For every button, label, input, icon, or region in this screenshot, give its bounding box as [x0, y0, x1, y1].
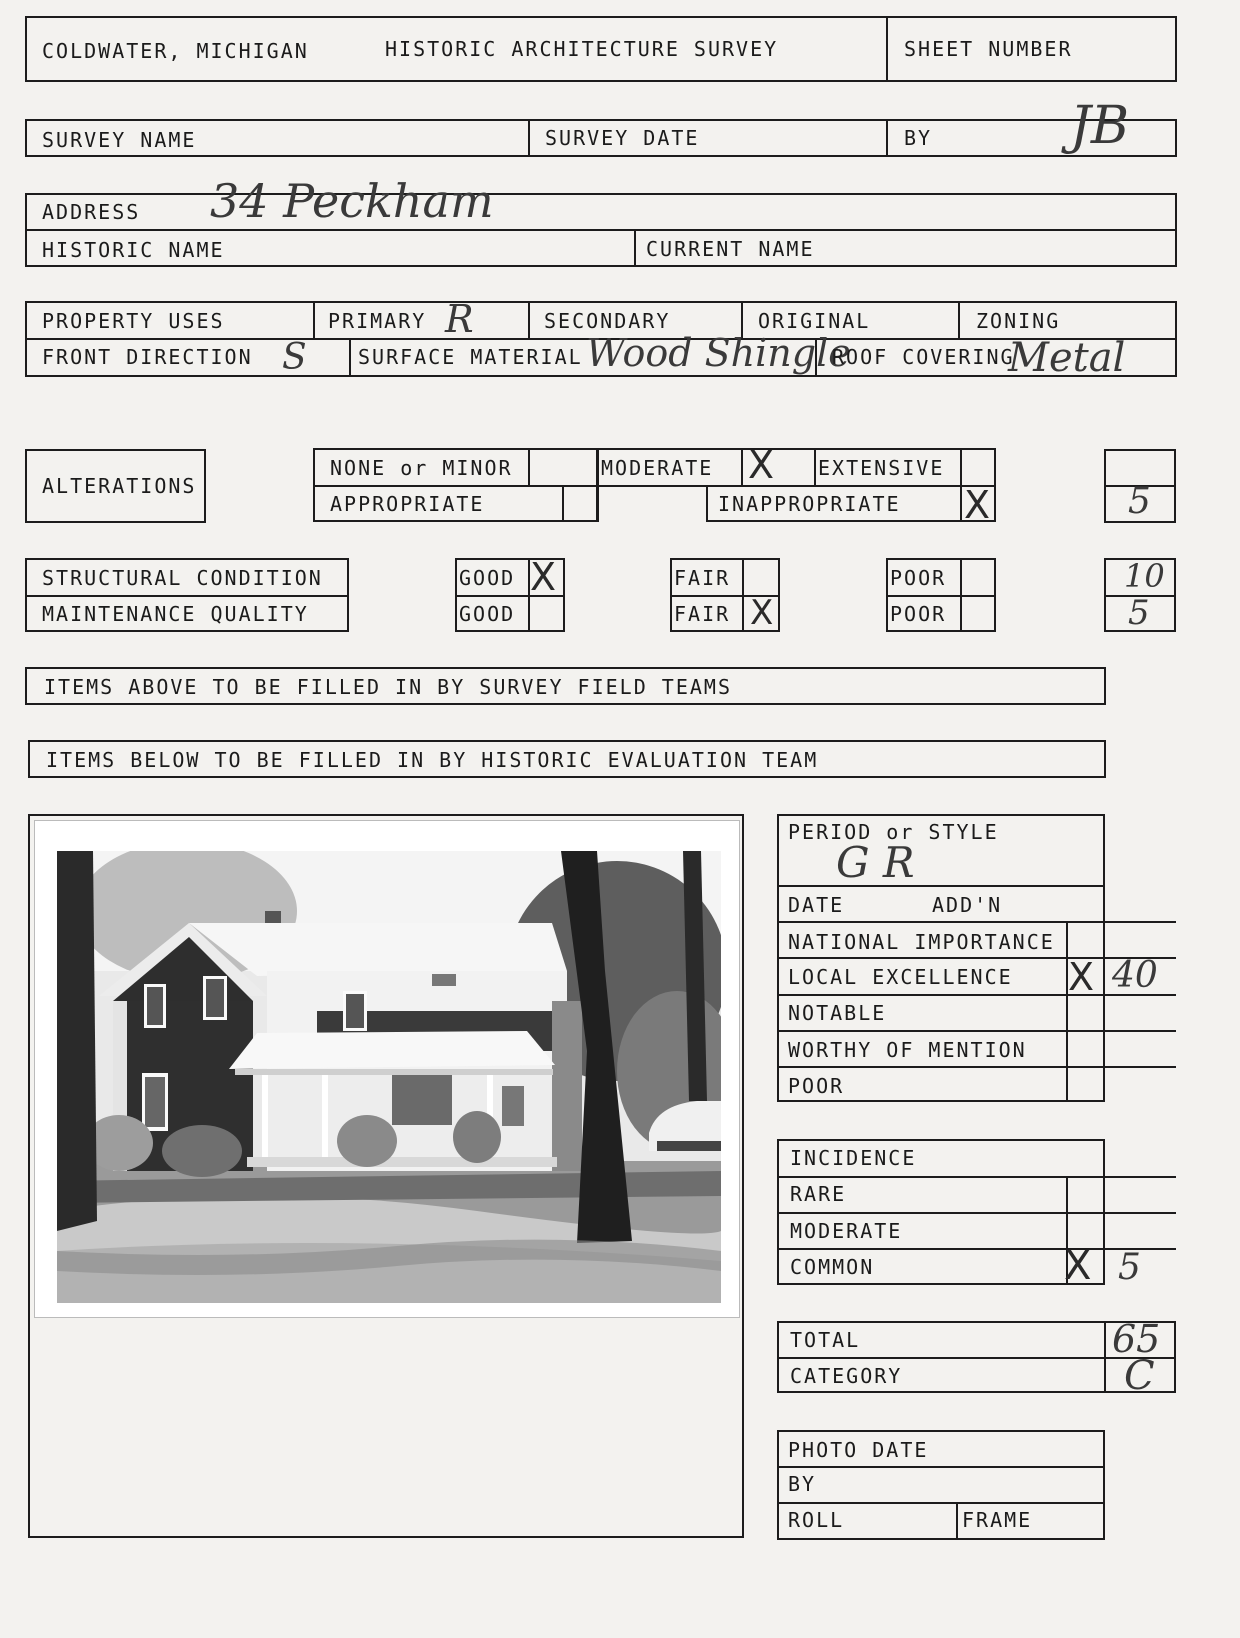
common-check-mark: X	[1064, 1243, 1092, 1289]
national-importance-label: NATIONAL IMPORTANCE	[788, 930, 1055, 954]
property-uses-label: PROPERTY USES	[42, 309, 225, 333]
alterations-score: 5	[1128, 481, 1151, 522]
surface-material-label: SURFACE MATERIAL	[358, 345, 583, 369]
primary-label: PRIMARY	[328, 309, 427, 333]
total-value-col	[1104, 1321, 1106, 1393]
eval-line-1	[777, 885, 1105, 887]
survey-divider-2	[886, 119, 888, 157]
survey-name-label: SURVEY NAME	[42, 128, 197, 152]
alterations-ext-divider	[814, 448, 816, 485]
category-value: C	[1124, 1353, 1155, 1399]
incidence-line-2	[777, 1212, 1176, 1214]
eval-check-col	[1066, 921, 1068, 1102]
worthy-of-mention-label: WORTHY OF MENTION	[788, 1038, 1027, 1062]
structural-good-label: GOOD	[459, 566, 516, 590]
property-vdiv-2	[528, 301, 530, 339]
common-score: 5	[1118, 1247, 1141, 1288]
original-label: ORIGINAL	[758, 309, 871, 333]
alterations-right-bottom	[706, 520, 996, 522]
historic-name-label: HISTORIC NAME	[42, 238, 225, 262]
survey-date-label: SURVEY DATE	[545, 126, 700, 150]
header-divider	[886, 16, 888, 82]
alterations-mod-checkcol	[741, 448, 743, 485]
local-excellence-check-mark: X	[1068, 955, 1095, 999]
primary-value: R	[445, 297, 474, 341]
survey-by-label: BY	[904, 126, 933, 150]
maintenance-good-label: GOOD	[459, 602, 516, 626]
alterations-right-divider	[597, 485, 996, 487]
survey-divider-1	[528, 119, 530, 157]
alterations-left-checkcol	[528, 448, 530, 485]
zoning-label: ZONING	[976, 309, 1061, 333]
note-above-text: ITEMS ABOVE TO BE FILLED IN BY SURVEY FIELD TEAMS	[44, 675, 733, 699]
inappropriate-label: INAPPROPRIATE	[718, 492, 901, 516]
structural-good-check-mark: X	[530, 555, 557, 599]
poor-checkcol	[960, 558, 962, 632]
front-direction-value: S	[282, 337, 307, 378]
front-direction-label: FRONT DIRECTION	[42, 345, 253, 369]
secondary-label: SECONDARY	[544, 309, 671, 333]
address-value: 34 Peckham	[210, 174, 494, 228]
moderate-label: MODERATE	[601, 456, 714, 480]
sheet-number-label: SHEET NUMBER	[904, 37, 1073, 61]
incidence-moderate-label: MODERATE	[790, 1219, 903, 1243]
period-style-value: G R	[836, 838, 915, 887]
photo-date-label: PHOTO DATE	[788, 1438, 929, 1462]
notable-label: NOTABLE	[788, 1001, 887, 1025]
maintenance-poor-label: POOR	[890, 602, 947, 626]
roll-frame-divider	[956, 1502, 958, 1540]
maintenance-score: 5	[1128, 593, 1150, 633]
roll-label: ROLL	[788, 1508, 845, 1532]
structural-poor-label: POOR	[890, 566, 947, 590]
poor-divider	[886, 595, 996, 597]
alterations-label: ALTERATIONS	[42, 474, 197, 498]
local-excellence-label: LOCAL EXCELLENCE	[788, 965, 1013, 989]
extensive-label: EXTENSIVE	[818, 456, 945, 480]
eval-poor-label: POOR	[788, 1074, 845, 1098]
eval-date-label: DATE	[788, 893, 845, 917]
property-photo	[34, 820, 740, 1318]
alterations-inappr-leftline	[706, 485, 708, 522]
rare-label: RARE	[790, 1182, 847, 1206]
incidence-line-3	[777, 1248, 1176, 1250]
total-label: TOTAL	[790, 1328, 861, 1352]
address-label: ADDRESS	[42, 200, 141, 224]
eval-line-5	[777, 1030, 1176, 1032]
property-vdiv-4	[958, 301, 960, 339]
total-value: 65	[1112, 1317, 1161, 1361]
photo-info-line-1	[777, 1466, 1105, 1468]
common-label: COMMON	[790, 1255, 875, 1279]
eval-line-6	[777, 1066, 1176, 1068]
structural-score: 10	[1124, 557, 1165, 595]
eval-line-2	[777, 921, 1176, 923]
address-divider	[25, 229, 1177, 231]
property-vdiv-5	[349, 338, 351, 377]
maintenance-fair-label: FAIR	[674, 602, 731, 626]
none-minor-label: NONE or MINOR	[330, 456, 513, 480]
note-below-text: ITEMS BELOW TO BE FILLED IN BY HISTORIC EVALUATION TEAM	[46, 748, 819, 772]
frame-label: FRAME	[962, 1508, 1033, 1532]
alterations-appr-checkcol	[562, 485, 564, 522]
current-name-label: CURRENT NAME	[646, 237, 815, 261]
category-label: CATEGORY	[790, 1364, 903, 1388]
roof-covering-label: ROOF COVERING	[832, 345, 1015, 369]
appropriate-label: APPROPRIATE	[330, 492, 485, 516]
name-divider	[634, 229, 636, 267]
structural-condition-label: STRUCTURAL CONDITION	[42, 566, 323, 590]
alterations-left-divider	[313, 485, 598, 487]
incidence-line-1	[777, 1176, 1176, 1178]
surface-material-value: Wood Shingle	[586, 331, 851, 375]
inappropriate-check-mark: X	[964, 483, 991, 527]
property-vdiv-1	[313, 301, 315, 339]
survey-by-signature: JB	[1070, 96, 1130, 156]
period-style-label: PERIOD or STYLE	[788, 820, 999, 844]
alterations-ext-checkcol	[960, 448, 962, 522]
moderate-check-mark: X	[748, 443, 775, 487]
photo-info-line-2	[777, 1502, 1105, 1504]
survey-title: HISTORIC ARCHITECTURE SURVEY	[385, 37, 779, 61]
condition-label-divider	[25, 595, 349, 597]
maintenance-quality-label: MAINTENANCE QUALITY	[42, 602, 309, 626]
city-label: COLDWATER, MICHIGAN	[42, 39, 309, 63]
local-excellence-score: 40	[1112, 955, 1158, 996]
roof-covering-value: Metal	[1008, 335, 1126, 381]
maintenance-fair-check-mark: X	[750, 593, 774, 633]
fair-checkcol	[742, 558, 744, 632]
structural-fair-label: FAIR	[674, 566, 731, 590]
eval-addn-label: ADD'N	[932, 893, 1003, 917]
house-photo-image	[57, 851, 721, 1303]
photo-by-label: BY	[788, 1472, 817, 1496]
incidence-label: INCIDENCE	[790, 1146, 917, 1170]
